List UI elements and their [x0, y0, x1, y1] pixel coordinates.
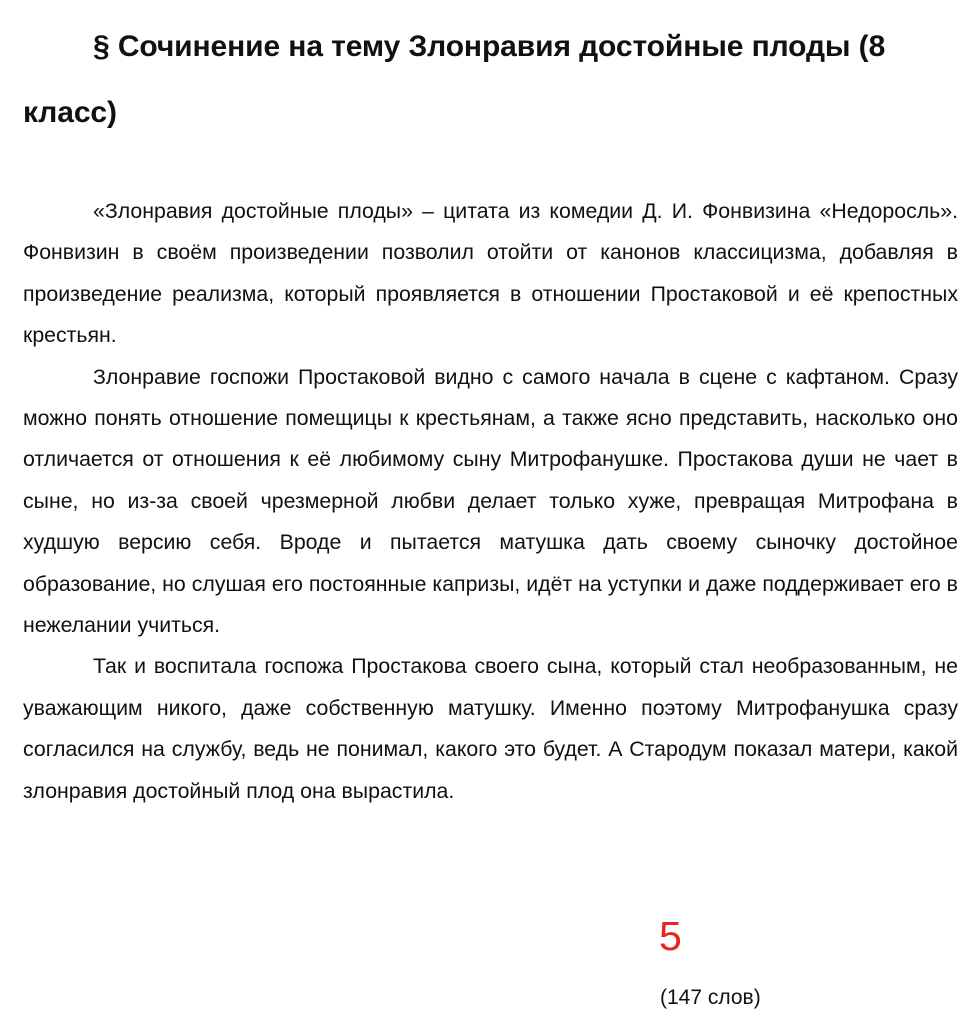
grade-mark: 5	[659, 913, 682, 959]
essay-page	[23, 0, 958, 812]
essay-body	[23, 191, 958, 812]
paragraph-1: «Злонравия достойные плоды» – цитата из комедии Д. И. Фонвизина «Недоросль». Фонвизин в своём произведении позволил отойти от канонов классицизма, добавляя в произведение реализма, который проявляется в отношении Простаковой и её крепостных крестьян.	[23, 199, 958, 348]
page-title: § Сочинение на тему Злонравия достойные плоды (8 класс)	[23, 30, 886, 129]
paragraph-3: Так и воспитала госпожа Простакова своего сына, который стал необразованным, не уважающим никого, даже собственную матушку. Именно поэтому Митрофанушка сразу согласился на службу, ведь не понимал, какого это будет. А Стародум показал матери, какой злонравия достойный плод она вырастила.	[23, 654, 958, 803]
paragraph-2: Злонравие госпожи Простаковой видно с самого начала в сцене с кафтаном. Сразу можно понять отношение помещицы к крестьянам, а также ясно представить, насколько оно отличается от отношения к её любимому сыну Митрофанушке. Простакова души не чает в сыне, но из-за своей чрезмерной любви делает только хуже, превращая Митрофана в худшую версию себя. Вроде и пытается матушка дать своему сыночку достойное образование, но слушая его постоянные капризы, идёт на уступки и даже поддерживает его в нежелании учиться.	[23, 364, 958, 638]
word-count: (147 слов)	[660, 986, 761, 1009]
